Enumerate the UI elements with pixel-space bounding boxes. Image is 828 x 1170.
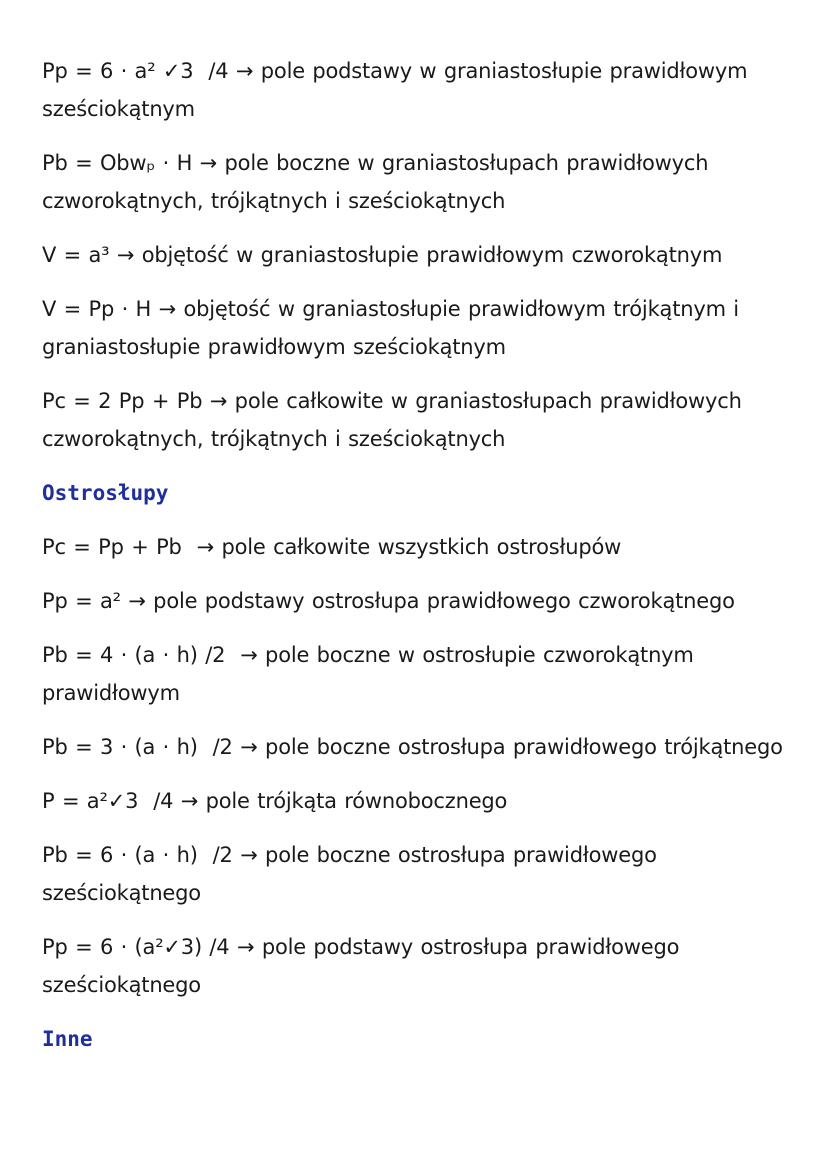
formula-text: Pc = Pp + Pb	[42, 535, 197, 559]
formula-entry-triangular-pyramid-lateral	[42, 728, 802, 766]
formula-text: P = a²✓3 /4	[42, 789, 181, 813]
formula-text: Pp = a²	[42, 589, 129, 613]
formula-entry-equilateral-triangle-area	[42, 782, 802, 820]
formula-entry-square-pyramid-lateral	[42, 636, 802, 712]
formula-entry-prism-total-area	[42, 382, 802, 458]
formula-text: Pp = 6 · a² ✓3 /4	[42, 59, 236, 83]
section-heading-other: Inne	[42, 1027, 93, 1051]
formula-description: → objętość w graniastosłupie prawidłowym trójkątnym i graniastosłupie prawidłowym sześciokątnym	[42, 297, 739, 359]
formula-text: Pb = 4 · (a · h) /2	[42, 643, 241, 667]
formula-description: → pole podstawy ostrosłupa prawidłowego czworokątnego	[128, 589, 735, 613]
formula-text: V = Pp · H	[42, 297, 159, 321]
formula-description: → pole trójkąta równobocznego	[180, 789, 508, 813]
formula-text: Pc = 2 Pp + Pb	[42, 389, 210, 413]
formula-entry-square-prism-volume	[42, 236, 802, 274]
formula-text: Pb = 6 · (a · h) /2	[42, 843, 241, 867]
section-heading-pyramids: Ostrosłupy	[42, 481, 169, 505]
formula-description: → pole boczne w ostrosłupie czworokątnym prawidłowym	[42, 643, 694, 705]
formula-text: V = a³	[42, 243, 117, 267]
formula-description: → pole boczne ostrosłupa prawidłowego trójkątnego	[240, 735, 783, 759]
formula-entry-hexagonal-prism-base	[42, 52, 802, 128]
formula-description: → pole całkowite w graniastosłupach prawidłowych czworokątnych, trójkątnych i sześciokątnych	[42, 389, 742, 451]
formula-description: → pole boczne w graniastosłupach prawidłowych czworokątnych, trójkątnych i sześciokątnych	[42, 151, 709, 213]
formula-text: Pb = Obwₚ · H	[42, 151, 200, 175]
formula-description: → objętość w graniastosłupie prawidłowym czworokątnym	[116, 243, 723, 267]
formula-entry-hexagonal-pyramid-base	[42, 928, 802, 1004]
formula-description: → pole całkowite wszystkich ostrosłupów	[196, 535, 622, 559]
formula-description: → pole boczne ostrosłupa prawidłowego sześciokątnego	[42, 843, 657, 905]
formula-sheet	[42, 52, 802, 1074]
formula-text: Pb = 3 · (a · h) /2	[42, 735, 241, 759]
formula-entry-hexagonal-pyramid-lateral	[42, 836, 802, 912]
formula-description: → pole podstawy ostrosłupa prawidłowego sześciokątnego	[42, 935, 680, 997]
formula-entry-prism-lateral-area	[42, 144, 802, 220]
formula-description: → pole podstawy w graniastosłupie prawidłowym sześciokątnym	[42, 59, 748, 121]
formula-entry-pyramid-total-area	[42, 528, 802, 566]
formula-text: Pp = 6 · (a²✓3) /4	[42, 935, 237, 959]
formula-entry-prism-volume	[42, 290, 802, 366]
formula-entry-square-pyramid-base	[42, 582, 802, 620]
